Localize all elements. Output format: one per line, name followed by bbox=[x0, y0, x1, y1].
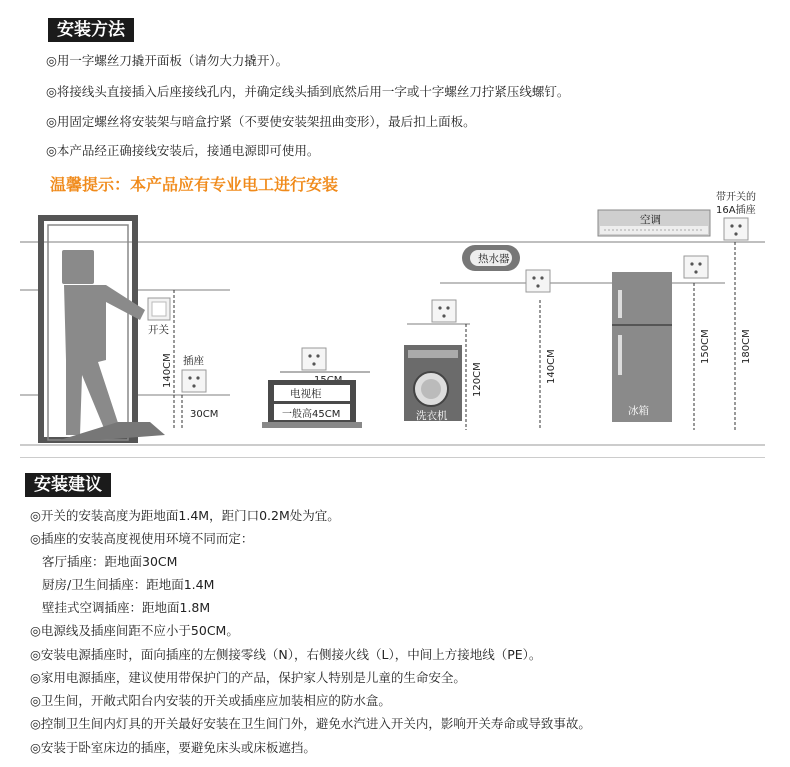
divider bbox=[20, 457, 765, 458]
socket-icon-washer bbox=[432, 300, 456, 322]
installation-height-diagram bbox=[0, 190, 790, 450]
advice-item-2: ◎插座的安装高度视使用环境不同而定： bbox=[30, 531, 254, 546]
advice-item-1: ◎开关的安装高度为距地面1.4M，距门口0.2M处为宜。 bbox=[30, 508, 340, 523]
install-step-4: ◎本产品经正确接线安装后，接通电源即可使用。 bbox=[46, 143, 320, 158]
height-140b-label: 140CM bbox=[546, 349, 557, 384]
switch-label: 开关 bbox=[148, 324, 169, 336]
socket-icon-fridge bbox=[684, 256, 708, 278]
socket-icon-ac bbox=[724, 218, 748, 240]
socket-icon-left bbox=[182, 370, 206, 392]
install-step-1: ◎用一字螺丝刀撬开面板（请勿大力撬开）。 bbox=[46, 53, 289, 68]
advice-item-7: ◎控制卫生间内灯具的开关最好安装在卫生间门外，避免水汽进入开关内，影响开关寿命或导致事故。 bbox=[30, 716, 591, 731]
height-180-label: 180CM bbox=[741, 329, 752, 364]
switch-icon bbox=[148, 298, 170, 320]
ac-socket-label-1: 带开关的 bbox=[716, 192, 756, 203]
height-30-label: 30CM bbox=[190, 409, 219, 420]
socket-label: 插座 bbox=[183, 355, 204, 367]
washer-label: 洗衣机 bbox=[416, 410, 448, 422]
ac-socket-label-2: 16A插座 bbox=[716, 205, 756, 216]
install-step-2: ◎将接线头直接插入后座接线孔内，并确定线头插到底然后用一字或十字螺丝刀拧紧压线螺钉。 bbox=[46, 84, 570, 99]
socket-icon-tv bbox=[302, 348, 326, 370]
advice-item-4: ◎安装电源插座时，面向插座的左侧接零线（N），右侧接火线（L），中间上方接地线（PE）。 bbox=[30, 647, 542, 662]
water-heater-label: 热水器 bbox=[478, 253, 510, 265]
install-step-3: ◎用固定螺丝将安装架与暗盒拧紧（不要使安装架扭曲变形），最后扣上面板。 bbox=[46, 114, 476, 129]
ac-label: 空调 bbox=[640, 214, 661, 226]
advice-subitem-ac: 壁挂式空调插座：距地面1.8M bbox=[42, 600, 211, 615]
person-icon bbox=[60, 250, 165, 440]
height-150-label: 150CM bbox=[700, 329, 711, 364]
tv-cabinet-height-label: 一般高45CM bbox=[282, 409, 341, 420]
fridge-label: 冰箱 bbox=[628, 405, 649, 417]
install-method-title: 安装方法 bbox=[48, 18, 134, 42]
advice-item-5: ◎家用电源插座，建议使用带保护门的产品，保护家人特别是儿童的生命安全。 bbox=[30, 670, 466, 685]
advice-subitem-kitchen: 厨房/卫生间插座：距地面1.4M bbox=[42, 577, 215, 592]
install-advice-title: 安装建议 bbox=[25, 473, 111, 497]
warning-text: 温馨提示：本产品应有专业电工进行安装 bbox=[50, 175, 339, 194]
height-120-label: 120CM bbox=[472, 362, 483, 397]
fridge-icon bbox=[612, 272, 672, 422]
advice-item-3: ◎电源线及插座间距不应小于50CM。 bbox=[30, 623, 239, 638]
tv-cabinet-label: 电视柜 bbox=[290, 388, 322, 400]
advice-subitem-living: 客厅插座：距地面30CM bbox=[42, 554, 178, 569]
advice-item-6: ◎卫生间，开敞式阳台内安装的开关或插座应加装相应的防水盒。 bbox=[30, 693, 391, 708]
advice-item-8: ◎安装于卧室床边的插座，要避免床头或床板遮挡。 bbox=[30, 740, 316, 755]
height-140-label: 140CM bbox=[162, 353, 173, 388]
socket-icon-heater bbox=[526, 270, 550, 292]
